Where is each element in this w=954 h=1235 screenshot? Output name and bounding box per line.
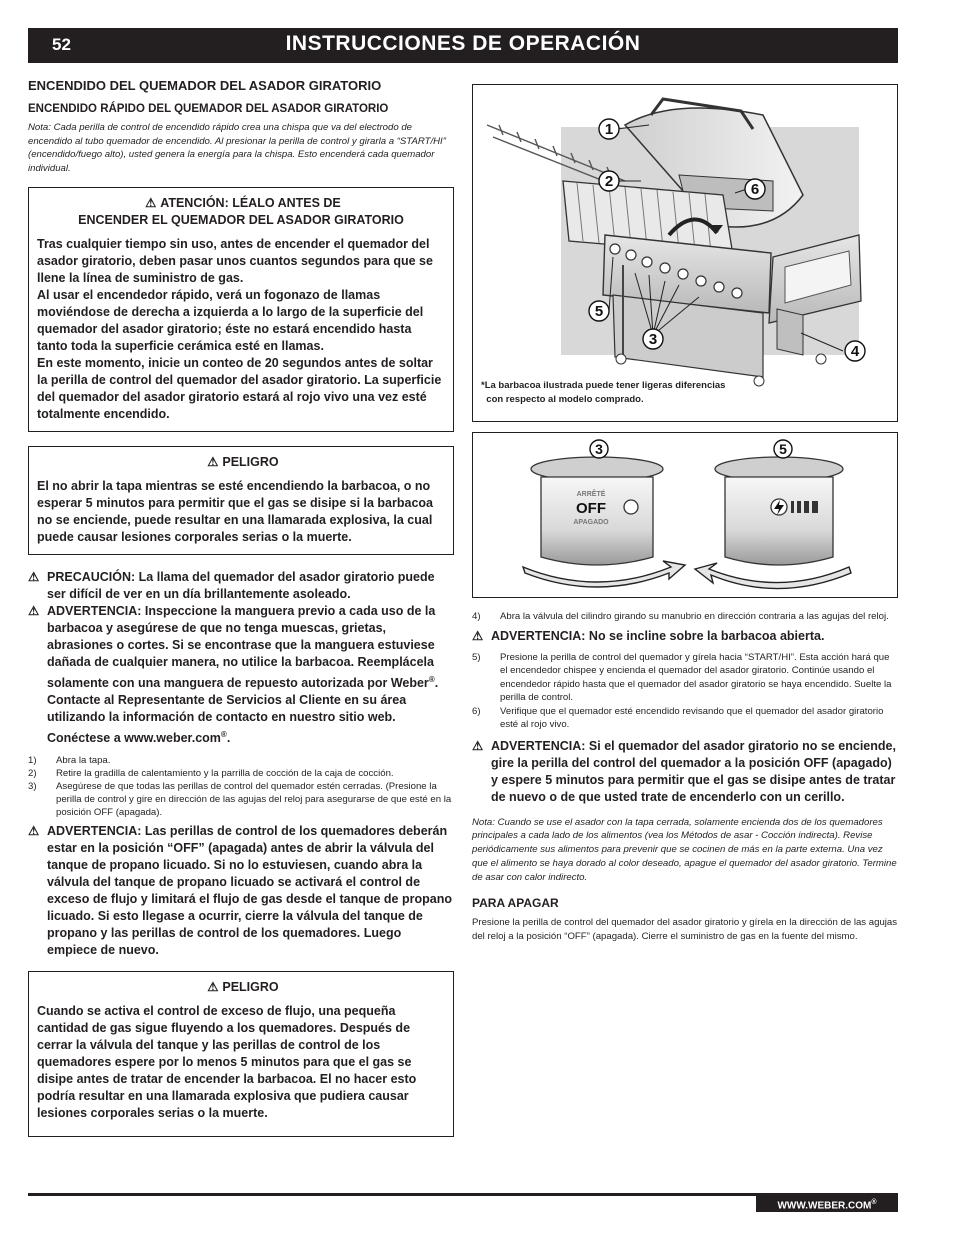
- right-column: [472, 84, 898, 947]
- rotisserie-note: Nota: Cuando se use el asador con la tapa cerrada, solamente encienda dos de los quemadores principales a cada lado de los alimentos (vea los Métodos de asar - Cocción indirecta). Revise periódicamente sus alimentos para prevenir que se cocinen de más en la parte externa. Una vez que el alimento se haya dorado al color deseado, apague el quemador del asador giratorio. Termine de asar con calor indirecto.: [472, 816, 897, 883]
- callout-5: 5: [594, 303, 604, 320]
- callout-4: 4: [850, 343, 860, 360]
- warning-not-lit: ⚠ ADVERTENCIA: Si el quemador del asador giratorio no se enciende, gire la perilla del control del quemador a la posición OFF (apagado) y espere 5 minutos para permitir que el gas se disipe antes de tratar de nuevo o de que usted trate de encenderlo con un cerillo.: [472, 738, 896, 804]
- warning-triangle-icon: ⚠: [28, 570, 40, 584]
- warning-triangle-icon: ⚠: [472, 628, 484, 643]
- callout-1: 1: [604, 121, 614, 138]
- knob-label-off: OFF: [576, 500, 606, 517]
- attention-box: [28, 187, 454, 432]
- grill-illustration: [473, 85, 897, 421]
- danger-box-2: [28, 971, 454, 1137]
- warning-triangle-icon: ⚠: [28, 604, 40, 618]
- list-item: 6) Verifique que el quemador esté encendido revisando que el quemador del asador giratorio esté al rojo vivo.: [472, 705, 884, 730]
- attention-title: ⚠ ATENCIÓN: LÉALO ANTES DE ENCENDER EL QUEMADOR DEL ASADOR GIRATORIO: [78, 196, 404, 227]
- steps-list: [28, 755, 454, 819]
- list-item: 4) Abra la válvula del cilindro girando su manubrio en dirección contraria a las agujas del reloj.: [472, 611, 889, 622]
- callout-5: 5: [779, 441, 787, 457]
- figure-caption: *La barbacoa ilustrada puede tener ligeras diferencias con respecto al modelo comprado.: [481, 380, 726, 405]
- list-item: 1) Abra la tapa.: [28, 755, 111, 767]
- footer-url[interactable]: WWW.WEBER.COM®: [756, 1193, 898, 1212]
- danger-box-1: [28, 446, 454, 555]
- callout-3: 3: [648, 331, 658, 348]
- list-item: 2) Retire la gradilla de calentamiento y la parrilla de cocción de la caja de cocción.: [28, 768, 394, 780]
- knob-label-arrete: ARRÊTÉ: [576, 491, 606, 498]
- grill-figure: [472, 84, 898, 422]
- section-subheading: ENCENDIDO RÁPIDO DEL QUEMADOR DEL ASADOR GIRATORIO: [28, 103, 389, 115]
- callout-2: 2: [604, 173, 614, 190]
- warning-triangle-icon: ⚠: [28, 824, 40, 839]
- list-item: 3) Asegúrese de que todas las perillas de control del quemador estén cerradas. (Presione la perilla de control y gire en dirección de las agujas del reloj para asegurarse de que esté en la posición OFF (apagada).: [28, 780, 452, 818]
- callout-3: 3: [595, 441, 603, 457]
- knob-illustration: [473, 433, 897, 597]
- counterclockwise-arrow-icon: [695, 563, 851, 589]
- callout-6: 6: [750, 181, 760, 198]
- knob-indicator: [624, 500, 638, 514]
- right-steps-a: [472, 610, 898, 624]
- warning-triangle-icon: ⚠: [207, 455, 219, 469]
- warning-lean: ⚠ ADVERTENCIA: No se incline sobre la barbacoa abierta.: [472, 628, 825, 643]
- attention-body: Tras cualquier tiempo sin uso, antes de encender el quemador del asador giratorio, deben pasar unos cuantos segundos para que se llene la línea de suministro de gas. Al usar el encendedor rápido, verá un fogonazo de llamas moviéndose de derecha a izquierda a lo largo de la superficie del quemador del asador giratorio; éste no estará encendido hasta tanto toda la superficie cerámica esté en llamas. En este momento, inicie un conteo de 20 segundos antes de soltar la perilla de control del quemador del asador giratorio. La superficie del quemador del asador giratorio estará al rojo vivo una vez esté totalmente encendido.: [37, 237, 442, 421]
- warning-hose: ⚠ ADVERTENCIA: Inspeccione la manguera previo a cada uso de la barbacoa y asegúrese de que no tenga muescas, grietas, abrasiones o cortes. Si se encontrase que la manguera estuviese dañada de cualquier manera, no utilice la barbacoa. Reemplácela solamente con una manguera de repuesto autorizada por Weber®. Contacte al Representante de Servicios al Cliente en su área utilizando la información de contacto en nuestro sitio web. Conéctese a www.weber.com®.: [28, 604, 439, 746]
- danger-title-2: ⚠ PELIGRO: [37, 979, 445, 996]
- left-column: [28, 78, 454, 1151]
- right-steps-b: [472, 651, 898, 732]
- warning-triangle-icon: ⚠: [472, 738, 484, 753]
- page-number: 52: [52, 35, 71, 54]
- turn-off-text: Presione la perilla de control del quemador del asador giratorio y gírela en la dirección de las agujas del reloj a la posición “OFF” (apagada). Cierre el suministro de gas en la fuente del mismo.: [472, 917, 898, 942]
- danger-title-1: ⚠ PELIGRO: [37, 454, 445, 471]
- page-title: INSTRUCCIONES DE OPERACIÓN: [285, 32, 641, 55]
- turn-off-heading: PARA APAGAR: [472, 896, 559, 911]
- knob-label-apagado: APAGADO: [573, 519, 609, 526]
- warning-triangle-icon: ⚠: [145, 196, 157, 210]
- warning-knobs-off: ⚠ ADVERTENCIA: Las perillas de control de los quemadores deberán estar en la posición “OFF” (apagada) antes de abrir la válvula del tanque de propano licuado. Si no lo estuviesen, cuando abra la válvula del tanque de propano licuado se activará el control de exceso de flujo y limitará el flujo de gas desde el tanque de propano licuado. Si esto llegase a ocurrir, cierre la válvula del tanque de propano y las perillas de control de los quemadores. Luego empiece de nuevo.: [28, 824, 452, 958]
- page-header: [28, 28, 898, 63]
- knob-figure: [472, 432, 898, 598]
- ignition-note: Nota: Cada perilla de control de encendido rápido crea una chispa que va del electrodo de encendido al tubo quemador de encendido. Al presionar la perilla de control y girarla a “START/HI” (encendido/fuego alto), usted genera la energía para la chispa. Esto encenderá cada quemador individual.: [28, 122, 446, 174]
- danger-body-2: Cuando se activa el control de exceso de flujo, una pequeña cantidad de gas sigue fluyendo a los quemadores. Después de cerrar la válvula del tanque y las perillas de control de los quemadores espere por lo menos 5 minutos para que el gas se disipe antes de tratar de encender la barbacoa. El no hacer esto podría resultar en una llamarada explosiva que pudiera causar lesiones corporales serias o la muerte.: [37, 1004, 417, 1121]
- danger-body-1: El no abrir la tapa mientras se esté encendiendo la barbacoa, o no esperar 5 minutos para permitir que el gas se disipe si la barbacoa no se enciende, puede resultar en una llamarada explosiva, la cual puede causar lesiones corporales serias o la muerte.: [37, 479, 433, 544]
- list-item: 5) Presione la perilla de control del quemador y gírela hacia “START/HI”. Esta acción hará que el encendedor chispee y encienda el quemador del asador giratorio. Continúe usando el encendedor rápido hasta que el quemador del asador giratorio se haya encendido. Suelte la perilla de control.: [472, 651, 892, 703]
- warning-triangle-icon: ⚠: [207, 980, 219, 995]
- section-heading: ENCENDIDO DEL QUEMADOR DEL ASADOR GIRATORIO: [28, 78, 382, 93]
- caution-sunlight: ⚠ PRECAUCIÓN: La llama del quemador del asador giratorio puede ser difícil de ver en un día brillantemente asoleado.: [28, 570, 435, 601]
